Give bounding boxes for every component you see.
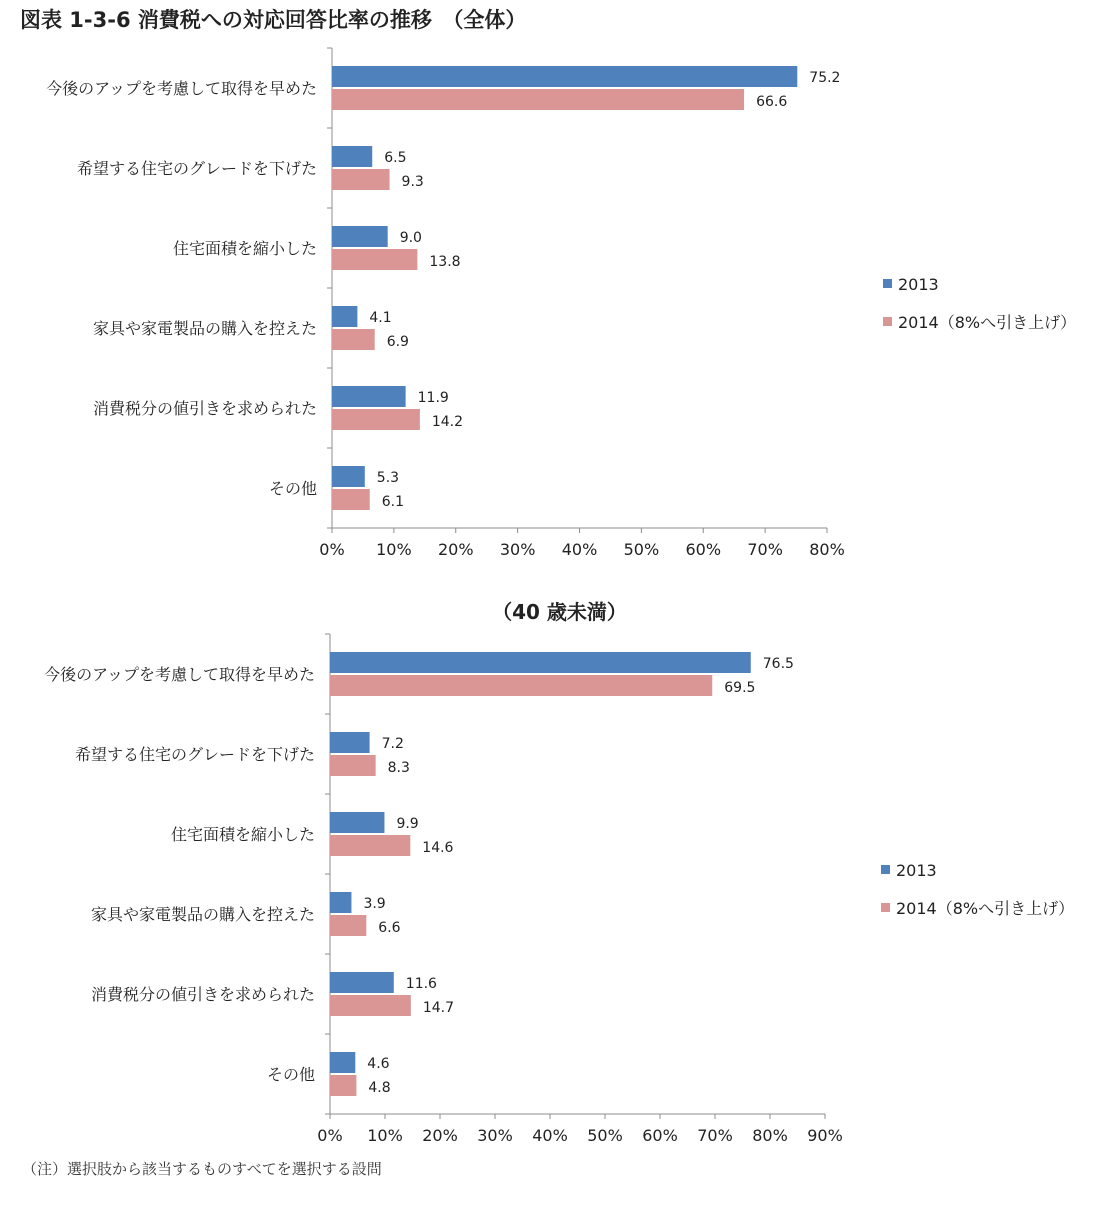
- under40-bar-2013: [330, 812, 384, 833]
- under40-category-label: 希望する住宅のグレードを下げた: [74, 745, 315, 764]
- overall-value-label-2013: 4.1: [369, 310, 392, 326]
- under40-bar-2013: [330, 972, 394, 993]
- under40-value-label-2014: 6.6: [378, 920, 401, 936]
- overall-bar-2013: [332, 226, 388, 247]
- under40-x-tick-label: 90%: [807, 1126, 843, 1145]
- overall-bar-2013: [332, 466, 365, 487]
- under40-value-label-2013: 4.6: [367, 1056, 390, 1072]
- overall-value-label-2014: 14.2: [431, 414, 464, 430]
- overall-value-label-2014: 6.9: [386, 334, 409, 350]
- under40-category-label: 消費税分の値引きを求められた: [90, 985, 315, 1004]
- under40-legend-swatch-2014: [881, 903, 890, 912]
- overall-x-tick-label: 40%: [561, 540, 598, 559]
- overall-bar-2014: [332, 249, 417, 270]
- under40-value-label-2013: 3.9: [363, 896, 386, 912]
- overall-value-label-2013: 5.3: [376, 470, 400, 486]
- overall-bar-2014: [332, 329, 375, 350]
- under40-value-label-2013: 7.2: [381, 736, 404, 752]
- chart-under40-svg: [0, 626, 1119, 1156]
- overall-x-tick-label: 60%: [685, 540, 722, 559]
- under40-value-label-2013: 9.9: [396, 816, 419, 832]
- overall-bar-2014: [332, 89, 744, 110]
- under40-bar-2014: [330, 755, 376, 776]
- overall-value-label-2013: 75.2: [809, 70, 841, 86]
- overall-category-label: 希望する住宅のグレードを下げた: [76, 159, 317, 178]
- under40-x-tick-label: 40%: [532, 1126, 568, 1145]
- under40-value-label-2014: 8.3: [387, 760, 410, 776]
- overall-category-label: 家具や家電製品の購入を控えた: [92, 319, 317, 338]
- overall-category-label: 今後のアップを考慮して取得を早めた: [46, 79, 317, 98]
- overall-bar-2013: [332, 386, 406, 407]
- under40-value-label-2014: 69.5: [724, 680, 756, 696]
- overall-value-label-2013: 11.9: [417, 390, 449, 406]
- overall-bar-2014: [332, 169, 390, 190]
- overall-category-label: 住宅面積を縮小した: [172, 239, 317, 258]
- under40-category-label: その他: [266, 1065, 315, 1084]
- overall-bar-2014: [332, 409, 420, 430]
- footnote: （注）選択肢から該当するものすべてを選択する設問: [22, 1160, 382, 1178]
- under40-x-tick-label: 10%: [367, 1126, 403, 1145]
- under40-bar-2014: [330, 1075, 356, 1096]
- under40-legend-label-2013: 2013: [896, 861, 937, 880]
- under40-legend-label-2014: 2014（8%へ引き上げ）: [896, 899, 1075, 918]
- overall-bar-2014: [332, 489, 370, 510]
- under40-x-tick-label: 70%: [697, 1126, 733, 1145]
- under40-x-tick-label: 60%: [642, 1126, 678, 1145]
- chart-overall-svg: [0, 40, 1119, 580]
- under40-value-label-2014: 14.7: [422, 1000, 455, 1016]
- overall-x-tick-label: 70%: [747, 540, 783, 559]
- overall-legend-swatch-2013: [883, 279, 892, 288]
- under40-bar-2014: [330, 915, 366, 936]
- overall-category-label: その他: [268, 479, 317, 498]
- overall-value-label-2014: 9.3: [401, 174, 424, 190]
- overall-value-label-2013: 6.5: [384, 150, 407, 166]
- overall-value-label-2014: 66.6: [756, 94, 788, 110]
- under40-bar-2013: [330, 732, 370, 753]
- page-title: 図表 1-3-6 消費税への対応回答比率の推移 （全体）: [20, 8, 527, 32]
- overall-legend-swatch-2014: [883, 317, 892, 326]
- under40-category-label: 家具や家電製品の購入を控えた: [90, 905, 315, 924]
- under40-value-label-2014: 4.8: [368, 1080, 391, 1096]
- under40-category-label: 今後のアップを考慮して取得を早めた: [44, 665, 315, 684]
- overall-x-tick-label: 50%: [623, 540, 660, 559]
- under40-x-tick-label: 50%: [587, 1126, 623, 1145]
- under40-x-tick-label: 0%: [317, 1126, 343, 1145]
- overall-x-tick-label: 80%: [809, 540, 845, 559]
- overall-category-label: 消費税分の値引きを求められた: [92, 399, 317, 418]
- under40-bar-2013: [330, 652, 751, 673]
- overall-x-tick-label: 20%: [437, 540, 474, 559]
- under40-value-label-2013: 11.6: [405, 976, 437, 992]
- overall-bar-2013: [332, 146, 372, 167]
- under40-bar-2014: [330, 675, 712, 696]
- overall-value-label-2014: 13.8: [429, 254, 461, 270]
- overall-value-label-2014: 6.1: [381, 494, 405, 510]
- overall-x-tick-label: 10%: [376, 540, 412, 559]
- overall-x-tick-label: 0%: [319, 540, 345, 559]
- overall-legend-label-2013: 2013: [898, 275, 939, 294]
- overall-value-label-2013: 9.0: [399, 230, 422, 246]
- under40-legend-swatch-2013: [881, 865, 890, 874]
- under40-x-tick-label: 20%: [422, 1126, 458, 1145]
- under40-bar-2014: [330, 995, 411, 1016]
- overall-x-tick-label: 30%: [499, 540, 536, 559]
- under40-value-label-2013: 76.5: [762, 656, 794, 672]
- under40-category-label: 住宅面積を縮小した: [170, 825, 315, 844]
- under40-bar-2013: [330, 892, 351, 913]
- under40-bar-2013: [330, 1052, 355, 1073]
- under40-x-tick-label: 30%: [477, 1126, 513, 1145]
- chart-under40-title: （40 歳未満）: [492, 600, 627, 624]
- overall-legend-label-2014: 2014（8%へ引き上げ）: [898, 313, 1077, 332]
- overall-bar-2013: [332, 306, 357, 327]
- under40-x-tick-label: 80%: [752, 1126, 788, 1145]
- under40-value-label-2014: 14.6: [422, 840, 454, 856]
- overall-bar-2013: [332, 66, 797, 87]
- under40-bar-2014: [330, 835, 410, 856]
